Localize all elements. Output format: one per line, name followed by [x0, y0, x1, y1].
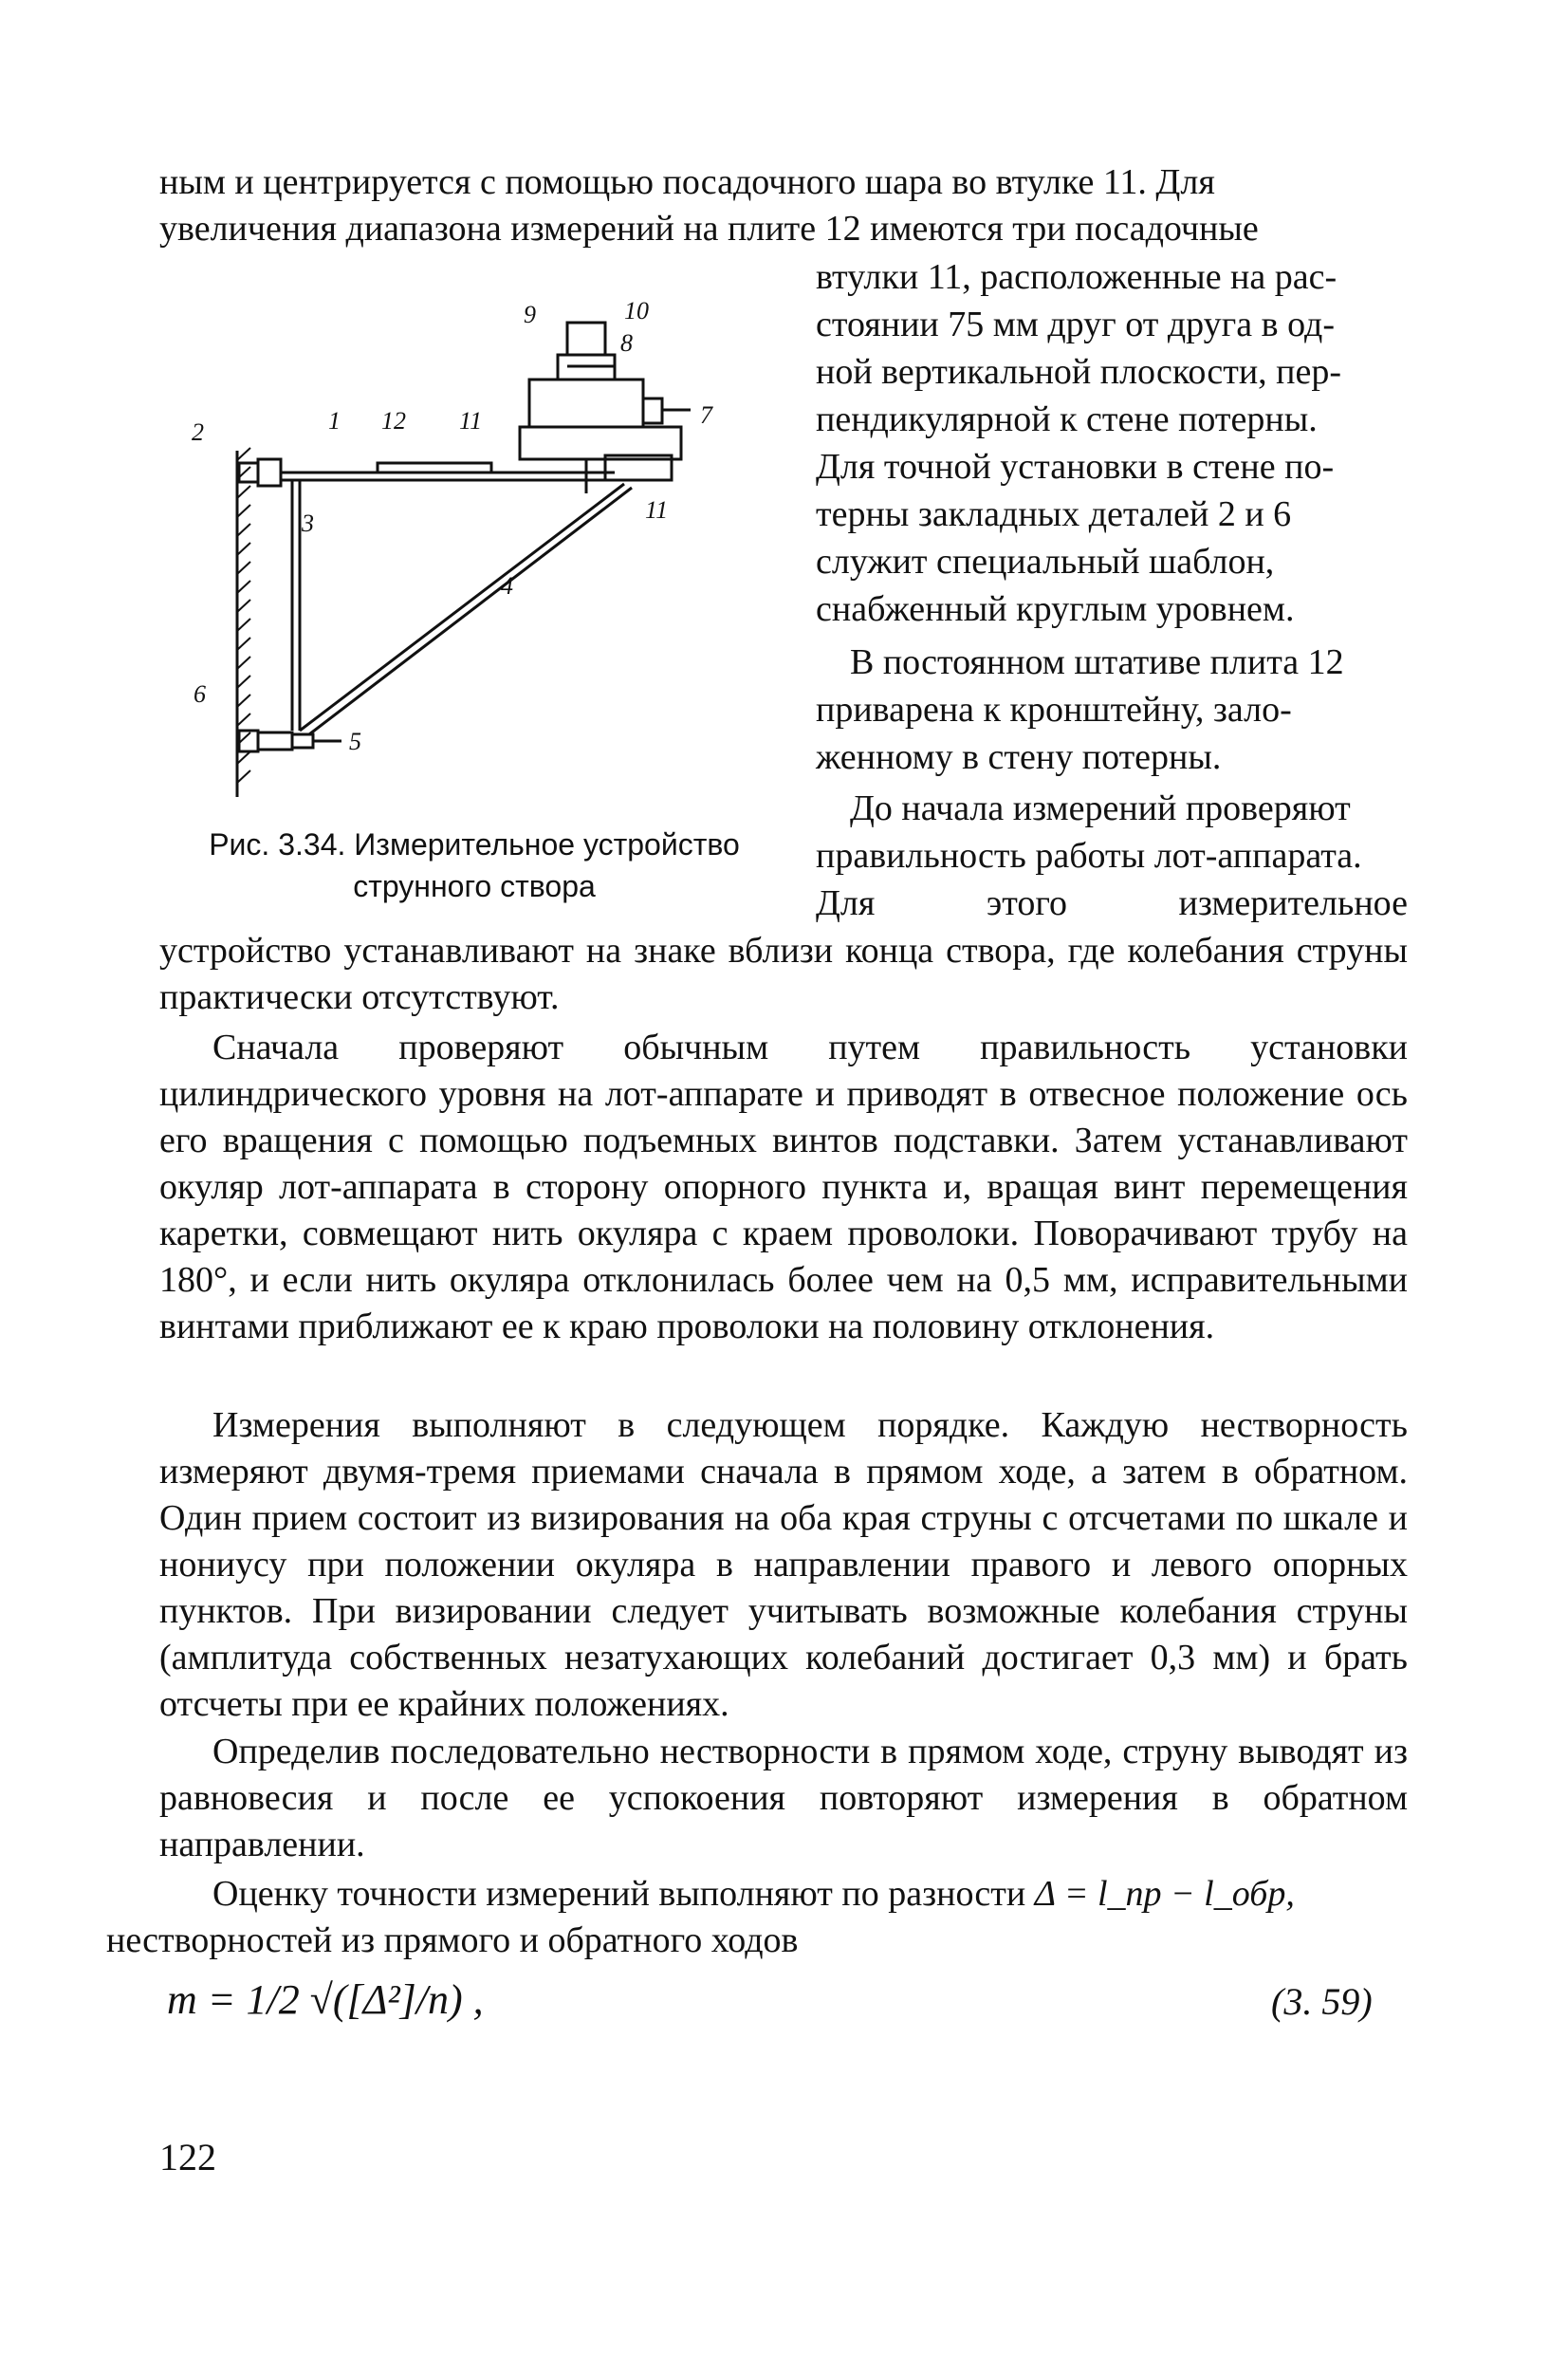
wrap-line: снабженный круглым уровнем.	[816, 589, 1295, 629]
wrap-line: терны закладных деталей 2 и 6	[816, 494, 1292, 534]
label-7: 7	[700, 401, 712, 429]
wrap-line: До начала измерений проверяют	[850, 788, 1351, 828]
label-11-bottom: 11	[645, 496, 669, 524]
wrap-line: приварена к кронштейну, зало-	[816, 690, 1292, 730]
label-12: 12	[381, 407, 406, 435]
wrap-line: служит специальный шаблон,	[816, 542, 1275, 582]
formula-3-59	[167, 1970, 1400, 2074]
wrap-line: ной вертикальной плоскости, пер-	[816, 352, 1342, 392]
label-4: 4	[501, 572, 513, 600]
caption-line-1: Рис. 3.34. Измерительное устройство	[209, 827, 740, 862]
figure-measuring-device	[159, 285, 785, 816]
label-1: 1	[328, 407, 341, 435]
wrap-line: стоянии 75 мм друг от друга в од-	[816, 305, 1335, 344]
paragraph-7-continuation: нестворностей из прямого и обратного ходов	[106, 1920, 799, 1960]
label-8: 8	[620, 329, 633, 357]
wrap-line: правильность работы лот-аппарата.	[816, 836, 1362, 876]
wrap-line: втулки 11, расположенные на рас-	[816, 257, 1337, 297]
inline-formula-delta: Δ = l_пр − l_обр,	[1034, 1874, 1295, 1914]
wrap-line: В постоянном штативе плита 12	[850, 642, 1344, 682]
paragraph-7	[106, 1871, 1408, 1964]
paragraph-6: Определив последовательно нестворности в прямом ходе, струну выводят из равновесия и после ее успокоения повторяют измерения в обратном направлении.	[159, 1732, 1408, 1864]
label-6: 6	[194, 680, 206, 708]
label-9: 9	[524, 301, 536, 328]
wrap-line: Для точной установки в стене по-	[816, 447, 1335, 487]
label-3: 3	[302, 510, 314, 537]
paragraph-4: Сначала проверяют обычным путем правильность установки цилиндрического уровня на лот-аппарате и приводят в отвесное положение ось его вращения с помощью подъемных винтов подставки. Затем устанавливают окуляр лот-аппарата в сторону опорного пункта и, вращая винт перемещения каретки, совмещают нить окуляра с краем проволоки. Поворачивают трубу на 180°, и если нить окуляра отклонилась более чем на 0,5 мм, исправительными винтами приближают ее к краю проволоки на половину отклонения.	[159, 1028, 1408, 1346]
device-drawing	[159, 285, 785, 816]
wrap-line: женному в стену потерны.	[816, 737, 1222, 777]
page-number: 122	[159, 2136, 216, 2178]
top-line-1: ным и центрируется с помощью посадочного шара во втулке 11. Для	[159, 162, 1215, 202]
equation-number: (3. 59)	[1271, 1980, 1373, 2023]
paragraph-5: Измерения выполняют в следующем порядке. Каждую нестворность измеряют двумя-тремя приемами сначала в прямом ходе, а затем в обратном. Один прием состоит из визирования на оба края струны с отсчетами по шкале и нониусу при положении окуляра в направлении правого и левого опорных пунктов. При визировании следует учитывать возможные колебания струны (амплитуда собственных незатухающих колебаний достигает 0,3 мм) и брать отсчеты при ее крайних положениях.	[159, 1405, 1408, 1724]
label-2: 2	[192, 418, 204, 446]
caption-line-2: струнного створа	[353, 869, 596, 903]
label-5: 5	[349, 728, 361, 755]
wrap-line: Для этого измерительное	[816, 883, 1408, 923]
top-line-2: увеличения диапазона измерений на плите 12 имеются три посадочные	[159, 209, 1259, 249]
label-11-top: 11	[459, 407, 483, 435]
paragraph-continuation: устройство устанавливают на знаке вблизи конца створа, где колебания струны практически отсутствуют.	[159, 931, 1408, 1017]
label-10: 10	[624, 297, 649, 324]
formula-text: m = 1/2 √([Δ²]/n) ,	[167, 1976, 484, 2023]
figure-caption	[180, 824, 768, 907]
paragraph-7-text: Оценку точности измерений выполняют по разности	[212, 1874, 1026, 1914]
wrap-line: пендикулярной к стене потерны.	[816, 399, 1318, 439]
